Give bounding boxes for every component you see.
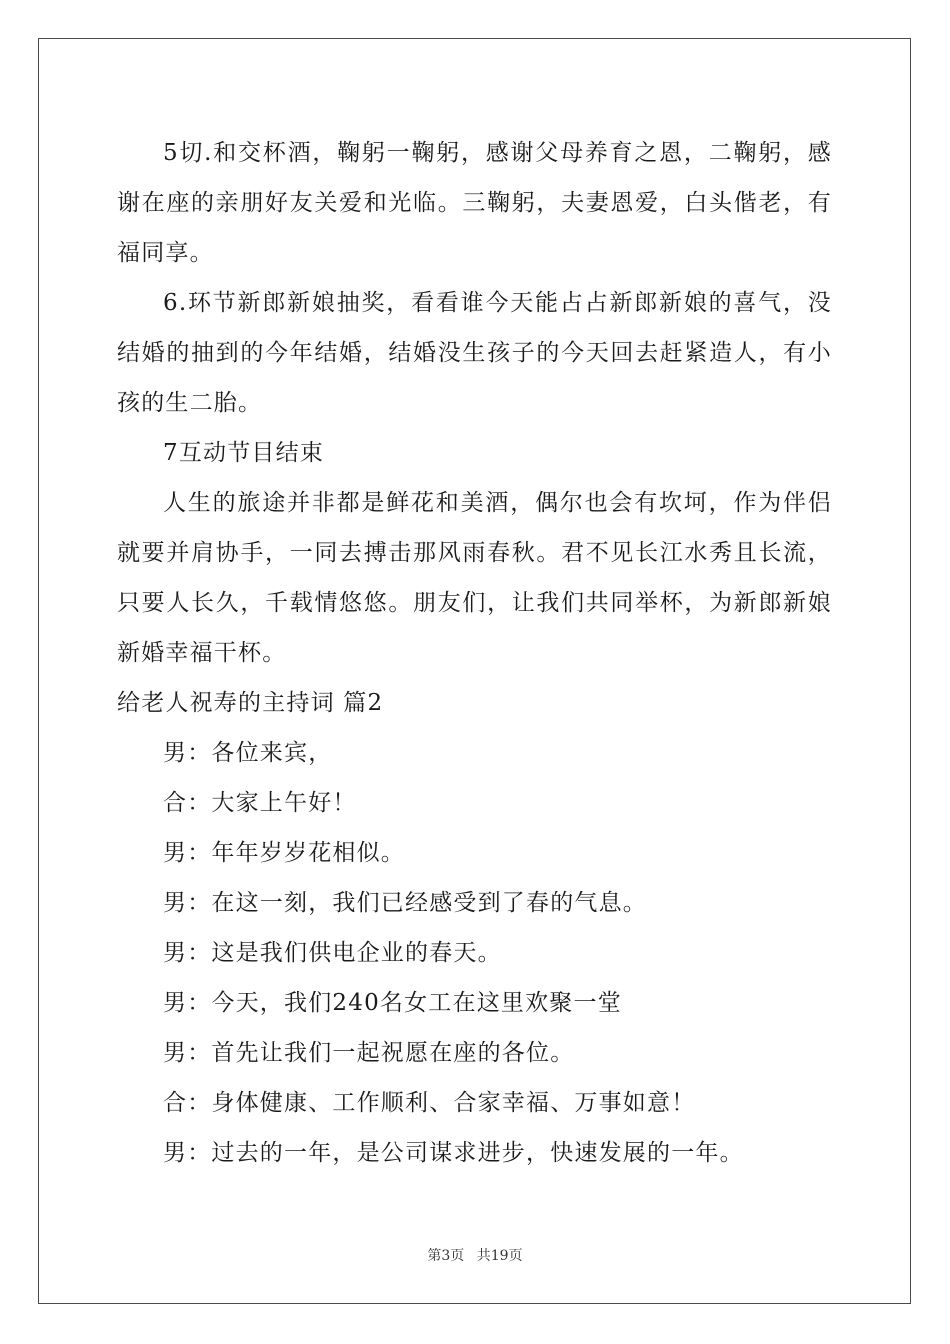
dialogue-line: 合：大家上午好！ (163, 790, 357, 816)
paragraph-closing: 人生的旅途并非都是鲜花和美酒，偶尔也会有坎坷，作为伴侣就要并肩协手，一同去搏击那风雨春秋。君不见长江水秀且长流，只要人长久，千载情悠悠。朋友们，让我们共同举杯，为新郎新娘新婚幸福干杯。 (117, 490, 832, 666)
page-total: 共19页 (476, 1248, 523, 1264)
dialogue-line: 男：过去的一年，是公司谋求进步，快速发展的一年。 (163, 1140, 744, 1166)
paragraph-step-5: 5切.和交杯酒，鞠躬一鞠躬，感谢父母养育之恩，二鞠躬，感谢在座的亲朋好友关爱和光临。三鞠躬，夫妻恩爱，白头偕老，有福同享。 (117, 140, 832, 266)
dialogue-line: 男：年年岁岁花相似。 (163, 840, 405, 866)
section-heading: 给老人祝寿的主持词 篇2 (117, 690, 384, 716)
dialogue-line: 男：这是我们供电企业的春天。 (163, 940, 502, 966)
document-body (117, 128, 832, 1178)
dialogue-line: 男：各位来宾， (163, 740, 333, 766)
dialogue-line: 合：身体健康、工作顺利、合家幸福、万事如意！ (163, 1090, 696, 1116)
dialogue-line: 男：今天，我们240名女工在这里欢聚一堂 (163, 990, 622, 1016)
page-number: 第3页 (427, 1248, 465, 1264)
dialogue-line: 男：在这一刻，我们已经感受到了春的气息。 (163, 890, 647, 916)
page-footer (0, 1245, 950, 1265)
paragraph-step-6: 6.环节新郎新娘抽奖，看看谁今天能占占新郎新娘的喜气，没结婚的抽到的今年结婚，结婚没生孩子的今天回去赶紧造人，有小孩的生二胎。 (117, 290, 832, 416)
paragraph-step-7: 7互动节目结束 (163, 440, 325, 466)
dialogue-line: 男：首先让我们一起祝愿在座的各位。 (163, 1040, 575, 1066)
